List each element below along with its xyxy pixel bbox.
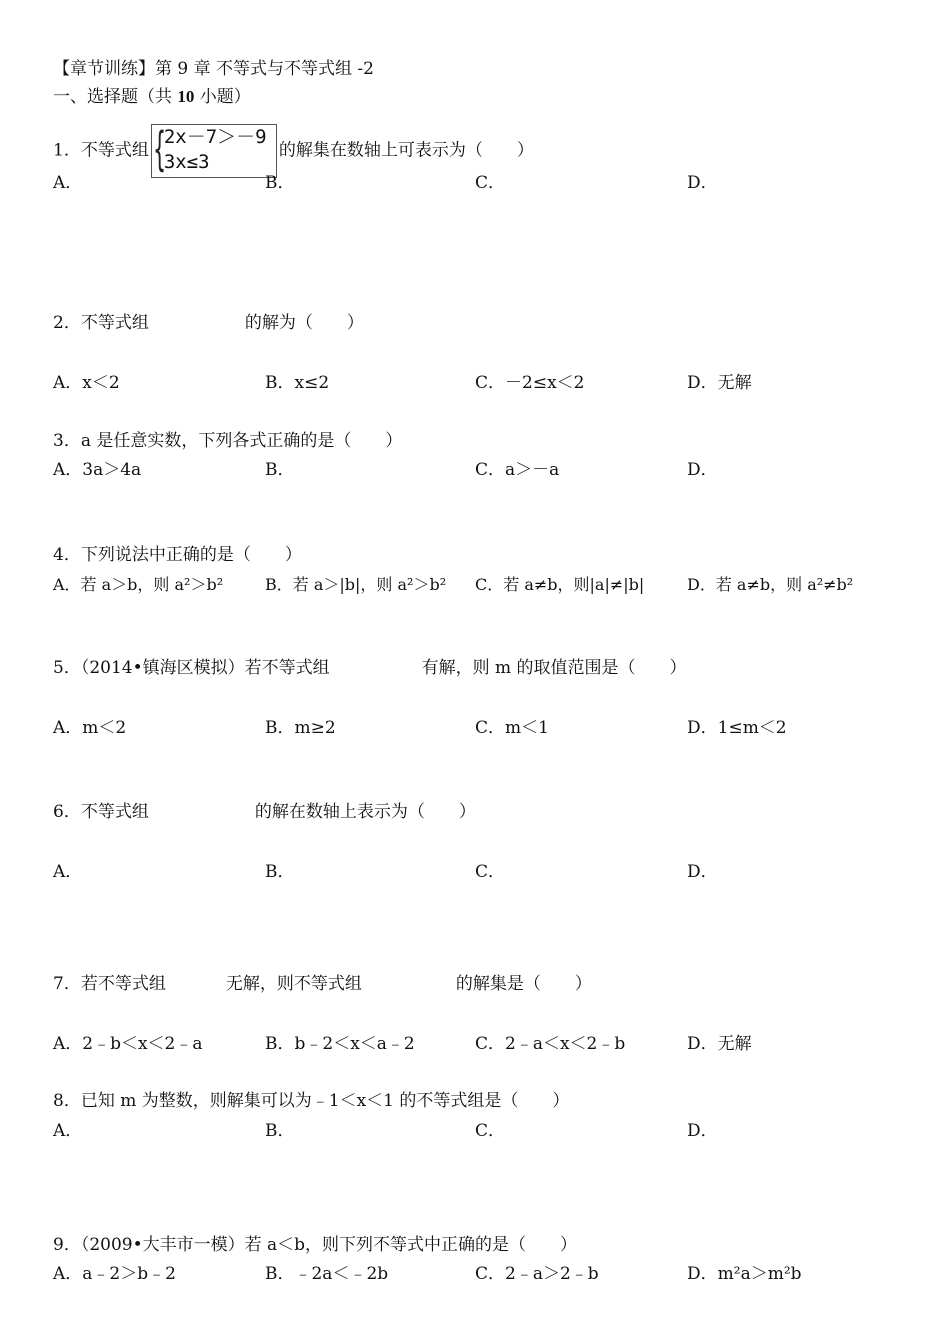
question-6: 6．不等式组 的解在数轴上表示为（ ）: [53, 802, 476, 822]
option-b[interactable]: B．若 a＞|b|，则 a²＞b²: [265, 575, 447, 594]
option-a[interactable]: A．3a＞4a: [53, 460, 142, 480]
option-c[interactable]: C．m＜1: [475, 718, 549, 738]
option-c[interactable]: C．－2≤x＜2: [475, 373, 585, 393]
option-c[interactable]: C．2﹣a＜x＜2﹣b: [475, 1034, 626, 1054]
option-c[interactable]: C．a＞－a: [475, 460, 560, 480]
question-9: 9．（2009•大丰市一模）若 a＜b，则下列不等式中正确的是（ ）: [53, 1235, 578, 1255]
question-7: 7．若不等式组 无解，则不等式组 的解集是（ ）: [53, 974, 592, 994]
option-b[interactable]: B．: [265, 1121, 295, 1141]
question-3: 3．a 是任意实数，下列各式正确的是（ ）: [53, 431, 403, 451]
option-b[interactable]: B．: [265, 460, 295, 480]
option-c[interactable]: C．若 a≠b，则|a|≠|b|: [475, 575, 645, 594]
option-d[interactable]: D．: [687, 862, 718, 882]
option-a[interactable]: A．若 a＞b，则 a²＞b²: [53, 575, 224, 594]
option-d[interactable]: D．无解: [687, 1034, 752, 1054]
option-c[interactable]: C．: [475, 1121, 506, 1141]
question-8: 8．已知 m 为整数，则解集可以为﹣1＜x＜1 的不等式组是（ ）: [53, 1091, 570, 1111]
option-c[interactable]: C．2﹣a＞2﹣b: [475, 1264, 599, 1284]
question-2: 2．不等式组 的解为（ ）: [53, 313, 364, 333]
options-9: [53, 1263, 933, 1285]
question-1: 1．不等式组 { 2x－7＞－9 3x≤3 的解集在数轴上可表示为（ ）: [53, 122, 534, 176]
option-b[interactable]: B．x≤2: [265, 373, 330, 393]
options-2: [53, 372, 933, 394]
options-3: [53, 459, 933, 481]
option-a[interactable]: A．2﹣b＜x＜2﹣a: [53, 1034, 203, 1054]
option-a[interactable]: A．: [53, 862, 83, 882]
option-b[interactable]: B．m≥2: [265, 718, 336, 738]
option-b[interactable]: B．: [265, 173, 295, 193]
options-5: [53, 717, 933, 739]
option-d[interactable]: D．m²a＞m²b: [687, 1264, 802, 1284]
options-1: [53, 172, 933, 194]
option-a[interactable]: A．a﹣2＞b﹣2: [53, 1264, 176, 1284]
options-6: [53, 861, 933, 883]
option-b[interactable]: B．: [265, 862, 295, 882]
option-a[interactable]: A．: [53, 1121, 83, 1141]
option-b[interactable]: B．b﹣2＜x＜a﹣2: [265, 1034, 415, 1054]
option-d[interactable]: D．: [687, 1121, 718, 1141]
option-d[interactable]: D．1≤m＜2: [687, 718, 787, 738]
options-8: [53, 1120, 933, 1142]
question-5: 5．（2014•镇海区模拟）若不等式组 有解，则 m 的取值范围是（ ）: [53, 658, 687, 678]
option-d[interactable]: D．无解: [687, 373, 752, 393]
section-heading: 一、选择题（共 10 小题）: [53, 87, 251, 107]
option-a[interactable]: A．: [53, 173, 83, 193]
option-d[interactable]: D．: [687, 460, 718, 480]
question-4: 4．下列说法中正确的是（ ）: [53, 545, 302, 565]
options-7: [53, 1033, 933, 1055]
option-d[interactable]: D．: [687, 173, 718, 193]
options-4: [53, 574, 933, 596]
option-a[interactable]: A．m＜2: [53, 718, 127, 738]
inequality-system-image: { 2x－7＞－9 3x≤3: [151, 124, 277, 178]
option-c[interactable]: C．: [475, 173, 506, 193]
option-d[interactable]: D．若 a≠b，则 a²≠b²: [687, 575, 854, 594]
page-title: 【章节训练】第 9 章 不等式与不等式组 -2: [53, 59, 374, 79]
option-a[interactable]: A．x＜2: [53, 373, 120, 393]
option-c[interactable]: C．: [475, 862, 506, 882]
option-b[interactable]: B．﹣2a＜﹣2b: [265, 1264, 389, 1284]
brace-icon: {: [152, 122, 167, 176]
